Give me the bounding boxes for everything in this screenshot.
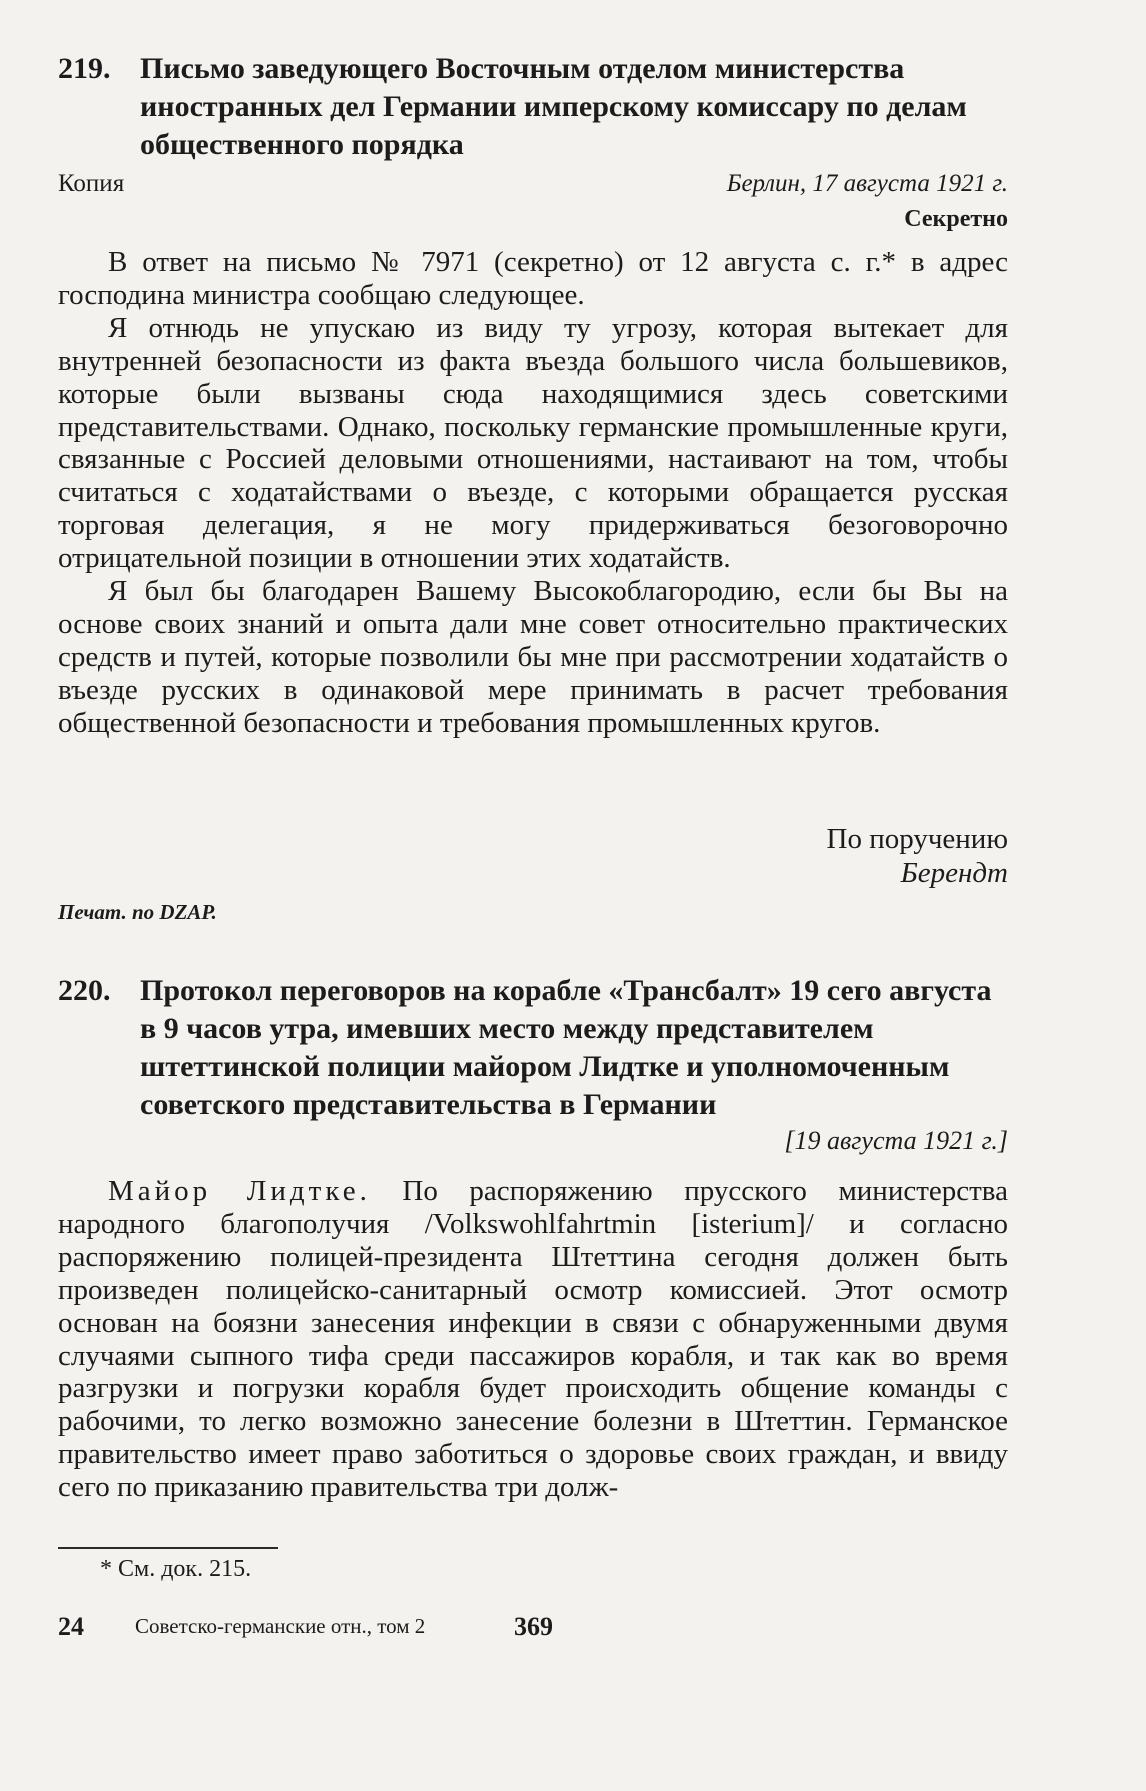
doc219-heading bbox=[58, 50, 1008, 164]
doc220-body bbox=[58, 1175, 1008, 1504]
source-note: Печат. по DZAP. bbox=[58, 900, 217, 924]
book-title: Советско-германские отн., том 2 bbox=[135, 1614, 426, 1638]
doc219-paragraph-3: Я был бы благодарен Вашему Высокоблагородию, если бы Вы на основе своих знаний и опыта дали мне совет относительно практических средств и путей, которые позволили бы мне при рассмотрении ходатайств о въезде русских в одинаковой мере принимать в расчет требования общественной безопасности и требования промышленных кругов. bbox=[58, 575, 1008, 739]
doc220-heading bbox=[58, 972, 1008, 1124]
copy-label: Копия bbox=[58, 170, 125, 197]
doc219-number: 219. bbox=[58, 52, 111, 85]
page-number: 369 bbox=[514, 1612, 553, 1641]
doc219-body bbox=[58, 246, 1008, 740]
page-footer bbox=[58, 1612, 1008, 1648]
doc219-paragraph-2: Я отнюдь не упускаю из виду ту угрозу, которая вытекает для внутренней безопасности из факта въезда большого числа большевиков, которые были вызваны сюда находящимися здесь советскими представительствами. Однако, поскольку германские промышленные круги, связанные с Россией деловыми отношениями, настаивают на том, чтобы считаться с ходатайствами о въезде, с которыми обращается русская торговая делегация, я не могу придерживаться безоговорочно отрицательной позиции в отношении этих ходатайств. bbox=[58, 311, 1008, 575]
doc220-date: [19 августа 1921 г.] bbox=[784, 1126, 1008, 1155]
signature-name: Берендт bbox=[900, 857, 1008, 889]
footnote-divider bbox=[58, 1547, 278, 1549]
doc220-paragraph-text: По распоряжению прусского министерства народного благополучия /Volkswohlfahrtmin [isterium]/ и согласно распоряжению полицей-президента Штеттина сегодня должен быть произведен полицейско-санитарный осмотр комиссией. Этот осмотр основан на боязни занесения инфекции в связи с обнаруженными двумя случаями сыпного тифа среди пассажиров корабля, и так как во время разгрузки и погрузки корабля будет происходить общение команды с рабочими, то легко возможно занесение болезни в Штеттин. Германское правительство имеет право заботиться о здоровье своих граждан, и ввиду сего по приказанию правительства три долж- bbox=[58, 1175, 1008, 1504]
doc219-meta bbox=[58, 168, 1008, 200]
doc219-title: Письмо заведующего Восточным отделом министерства иностранных дел Германии имперскому комиссару по делам общественного порядка bbox=[140, 52, 967, 161]
signature-mark: 24 bbox=[58, 1612, 84, 1641]
footnote: * См. док. 215. bbox=[100, 1556, 252, 1582]
doc220-number: 220. bbox=[58, 974, 111, 1007]
doc219-place-date: Берлин, 17 августа 1921 г. bbox=[726, 170, 1008, 197]
doc220-paragraph bbox=[58, 1175, 1008, 1504]
doc219-paragraph-1: В ответ на письмо № 7971 (секретно) от 12 августа с. г.* в адрес господина министра сообщаю следующее. bbox=[58, 246, 1008, 311]
doc220-title: Протокол переговоров на корабле «Трансбалт» 19 сего августа в 9 часов утра, имевших место между представителем штеттинской полиции майором Лидтке и уполномоченным советского представительства в Германии bbox=[140, 974, 992, 1121]
by-order-line: По поручению bbox=[826, 823, 1008, 855]
secrecy-mark: Секретно bbox=[904, 206, 1008, 232]
speaker-name: Майор Лидтке. bbox=[108, 1175, 371, 1207]
